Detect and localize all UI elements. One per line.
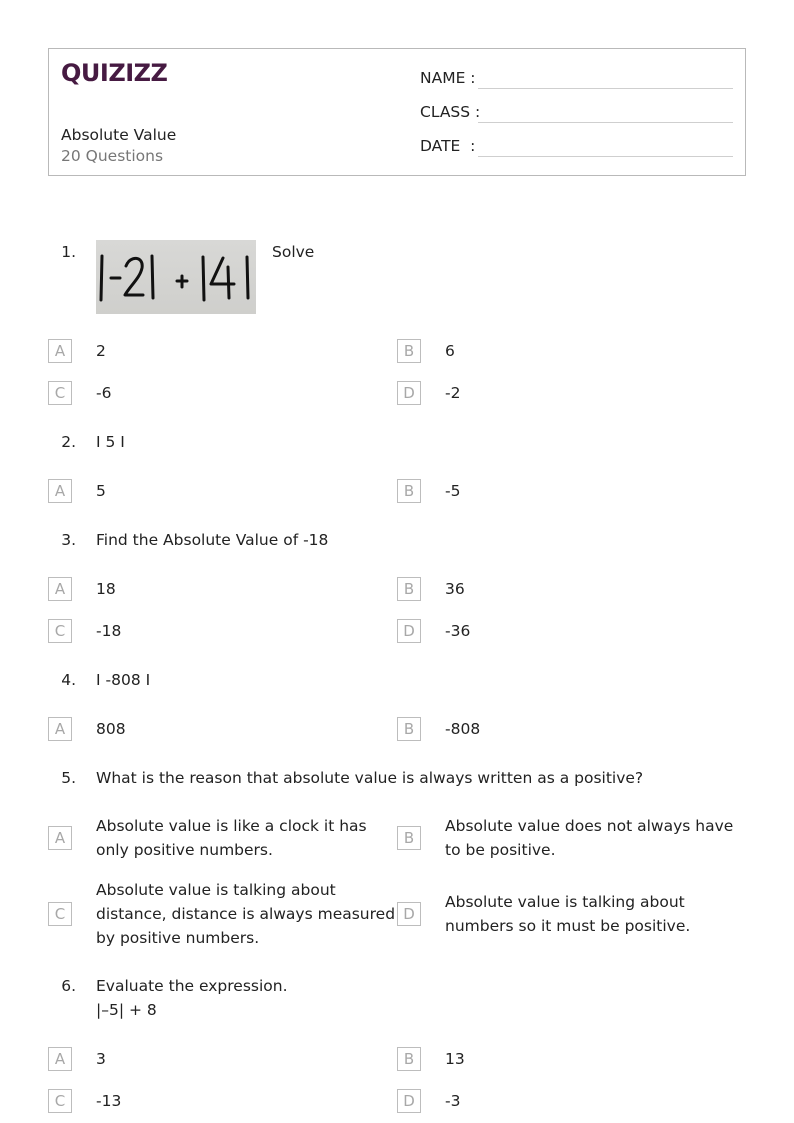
question-number: 5. (61, 769, 76, 787)
option-text: 6 (445, 342, 455, 360)
option-letter-box[interactable]: A (48, 479, 72, 503)
option-text: Absolute value is talking about distance, distance is always measured by positive numbers. (96, 881, 396, 947)
option-letter-box[interactable]: A (48, 577, 72, 601)
worksheet-header (48, 48, 746, 176)
option-text: 2 (96, 342, 106, 360)
option-text: 13 (445, 1050, 465, 1068)
question-text-line-2: |–5| + 8 (96, 1001, 157, 1019)
option-text: -36 (445, 622, 471, 640)
class-field[interactable] (420, 100, 736, 124)
option-text: 808 (96, 720, 126, 738)
handwritten-expression-drawing (96, 240, 256, 314)
option-text: 18 (96, 580, 116, 598)
class-line (478, 122, 733, 123)
option-letter-box[interactable]: C (48, 381, 72, 405)
option-text: Absolute value does not always have to be positive. (445, 817, 734, 859)
class-label: CLASS : (420, 103, 481, 121)
option-letter-box[interactable]: D (397, 619, 421, 643)
date-field[interactable] (420, 134, 736, 158)
worksheet-title: Absolute Value (61, 126, 177, 144)
option-text: Absolute value is talking about numbers so it must be positive. (445, 893, 691, 935)
option-text: Absolute value is like a clock it has only positive numbers. (96, 817, 367, 859)
option-letter-box[interactable]: A (48, 1047, 72, 1071)
option-letter-box[interactable]: A (48, 339, 72, 363)
option-text: -3 (445, 1092, 461, 1110)
option-text: 3 (96, 1050, 106, 1068)
option-text: -6 (96, 384, 112, 402)
option-text: -18 (96, 622, 122, 640)
question-text: What is the reason that absolute value is always written as a positive? (96, 769, 644, 787)
option-text: 5 (96, 482, 106, 500)
option-letter-box[interactable]: B (397, 717, 421, 741)
question-number: 1. (61, 243, 76, 261)
option-letter-box[interactable]: B (397, 826, 421, 850)
question-text: Evaluate the expression. (96, 977, 288, 995)
name-label: NAME : (420, 69, 476, 87)
handwritten-expression-image (96, 240, 256, 314)
option-letter-box[interactable]: B (397, 479, 421, 503)
option-letter-box[interactable]: B (397, 577, 421, 601)
option-letter-box[interactable]: C (48, 1089, 72, 1113)
question-number: 3. (61, 531, 76, 549)
option-text: -5 (445, 482, 461, 500)
option-letter-box[interactable]: D (397, 1089, 421, 1113)
quizizz-logo: QUIZIZZ (61, 59, 168, 87)
name-field[interactable] (420, 66, 736, 90)
name-line (478, 88, 733, 89)
option-letter-box[interactable]: A (48, 717, 72, 741)
option-letter-box[interactable]: C (48, 619, 72, 643)
date-label: DATE : (420, 137, 476, 155)
option-letter-box[interactable]: D (397, 902, 421, 926)
option-letter-box[interactable]: C (48, 902, 72, 926)
date-line (478, 156, 733, 157)
option-letter-box[interactable]: B (397, 1047, 421, 1071)
option-letter-box[interactable]: B (397, 339, 421, 363)
question-text: Find the Absolute Value of -18 (96, 531, 329, 549)
question-number: 6. (61, 977, 76, 995)
question-count: 20 Questions (61, 147, 164, 165)
question-number: 4. (61, 671, 76, 689)
question-text: Solve (272, 243, 315, 261)
option-letter-box[interactable]: A (48, 826, 72, 850)
option-letter-box[interactable]: D (397, 381, 421, 405)
option-text: -2 (445, 384, 461, 402)
question-text: I 5 I (96, 433, 125, 451)
question-text: I -808 I (96, 671, 151, 689)
option-text: -808 (445, 720, 481, 738)
option-text: 36 (445, 580, 465, 598)
question-number: 2. (61, 433, 76, 451)
option-text: -13 (96, 1092, 122, 1110)
